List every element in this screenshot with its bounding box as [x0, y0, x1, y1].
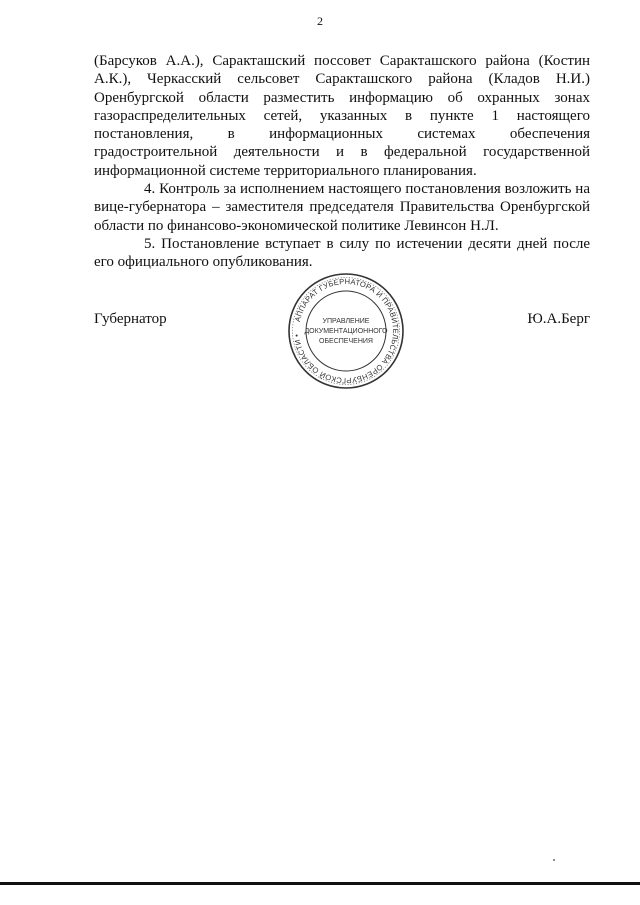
- official-seal: [286, 271, 406, 391]
- signer-title: Губернатор: [94, 311, 167, 327]
- seal-center-line-2: ДОКУМЕНТАЦИОННОГО: [304, 328, 388, 335]
- document-body: [94, 52, 590, 272]
- paragraph-continuation: (Барсуков А.А.), Саракташский поссовет Саракташского района (Костин А.К.), Черкасский сельсовет Саракташского района (Кладов Н.И.) Оренбургской области разместить информацию об охранных зонах газораспределительных сетей, указанных в пункте 1 настоящего постановления, в информационных системах обеспечения градостроительной деятельности и в федеральной государственной информационной системе территориального планирования.: [94, 53, 590, 179]
- seal-center-line-3: ОБЕСПЕЧЕНИЯ: [319, 338, 373, 345]
- page-bottom-edge: [0, 882, 640, 885]
- page-number: 2: [317, 14, 323, 28]
- paragraph-item-4: 4. Контроль за исполнением настоящего постановления возложить на вице-губернатора – заместителя председателя Правительства Оренбургской области по финансово-экономической политике Левинсон Н.Л.: [94, 181, 590, 234]
- paragraph-item-5: 5. Постановление вступает в силу по истечении десяти дней после его официального опубликования.: [94, 235, 590, 271]
- seal-ring-text: АППАРАТ ГУБЕРНАТОРА И ПРАВИТЕЛЬСТВА ОРЕНБУРГСКОЙ ОБЛАСТИ •: [292, 276, 401, 386]
- seal-center-line-1: УПРАВЛЕНИЕ: [322, 318, 370, 325]
- signer-name: Ю.А.Берг: [527, 311, 590, 327]
- scan-speck: [553, 859, 555, 861]
